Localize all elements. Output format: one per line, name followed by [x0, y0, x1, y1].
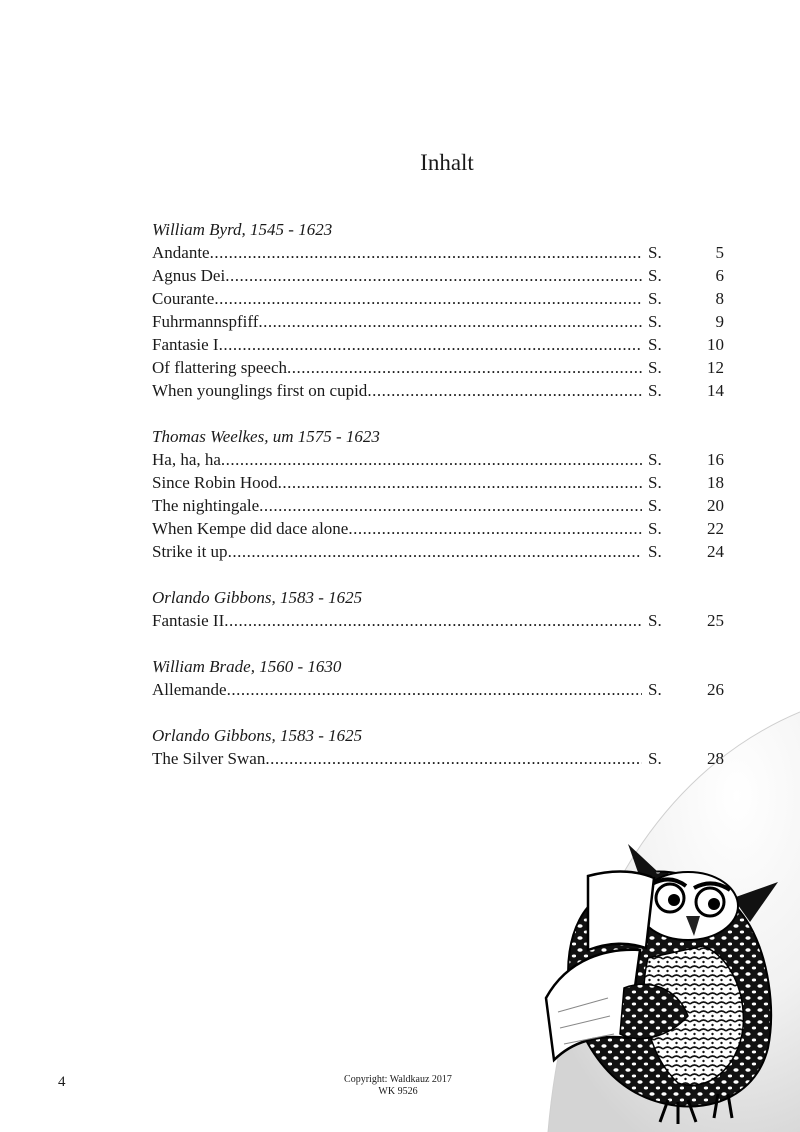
- entry-page: 9: [715, 312, 724, 331]
- toc-entry: [152, 609, 724, 632]
- toc-entry: [152, 310, 724, 333]
- entry-page: 6: [715, 266, 724, 285]
- composer-heading: Orlando Gibbons, 1583 - 1625: [152, 726, 363, 745]
- entry-title: Fantasie I: [152, 335, 219, 354]
- entry-title: Of flattering speech: [152, 358, 287, 377]
- entry-page: 16: [707, 450, 724, 469]
- toc-entry: [152, 379, 724, 402]
- composer-heading: Thomas Weelkes, um 1575 - 1623: [152, 427, 380, 446]
- entry-title: Strike it up: [152, 542, 228, 561]
- toc-entry: [152, 517, 724, 540]
- owl-reading-illustration-icon: [528, 838, 790, 1128]
- composer-heading: William Brade, 1560 - 1630: [152, 657, 342, 676]
- entry-page: 12: [707, 358, 724, 377]
- entry-page: 25: [707, 611, 724, 630]
- entry-prefix: S.: [648, 450, 662, 469]
- composer-heading: Orlando Gibbons, 1583 - 1625: [152, 588, 363, 607]
- toc-entry: [152, 471, 724, 494]
- entry-prefix: S.: [648, 358, 662, 377]
- entry-prefix: S.: [648, 542, 662, 561]
- entry-title: Ha, ha, ha: [152, 450, 221, 469]
- entry-page: 26: [707, 680, 724, 699]
- entry-prefix: S.: [648, 381, 662, 400]
- toc-entry: [152, 540, 724, 563]
- entry-prefix: S.: [648, 335, 662, 354]
- entry-prefix: S.: [648, 519, 662, 538]
- entry-title: Fantasie II: [152, 611, 225, 630]
- entry-title: Allemande: [152, 680, 227, 699]
- entry-page: 8: [715, 289, 724, 308]
- entry-page: 14: [707, 381, 724, 400]
- toc-entry: [152, 264, 724, 287]
- entry-prefix: S.: [648, 266, 662, 285]
- toc-section: [152, 586, 724, 632]
- entry-title: Andante: [152, 243, 210, 262]
- toc-entry: [152, 241, 724, 264]
- entry-page: 24: [707, 542, 724, 561]
- composer-heading: William Byrd, 1545 - 1623: [152, 220, 333, 239]
- entry-title: Courante: [152, 289, 215, 308]
- entry-prefix: S.: [648, 749, 662, 768]
- footer-copyright: [300, 1074, 496, 1098]
- toc-entry: [152, 678, 724, 701]
- page-number: 4: [58, 1074, 66, 1090]
- entry-prefix: S.: [648, 289, 662, 308]
- entry-prefix: S.: [648, 680, 662, 699]
- entry-prefix: S.: [648, 243, 662, 262]
- entry-title: Since Robin Hood: [152, 473, 278, 492]
- toc-section: [152, 425, 724, 563]
- copyright-text: Copyright: Waldkauz 2017: [344, 1074, 452, 1085]
- entry-prefix: S.: [648, 496, 662, 515]
- entry-prefix: S.: [648, 473, 662, 492]
- entry-page: 20: [707, 496, 724, 515]
- entry-title: The Silver Swan: [152, 749, 266, 768]
- toc-entry: [152, 333, 724, 356]
- entry-title: Fuhrmannspfiff: [152, 312, 259, 331]
- entry-title: When Kempe did dace alone: [152, 519, 349, 538]
- entry-page: 22: [707, 519, 724, 538]
- page-title: Inhalt: [420, 150, 474, 175]
- toc-entry: [152, 448, 724, 471]
- toc-entry: [152, 356, 724, 379]
- toc-section: [152, 218, 724, 402]
- toc-entry: [152, 747, 724, 770]
- entry-page: 28: [707, 749, 724, 768]
- catalog-number: WK 9526: [378, 1086, 418, 1097]
- entry-prefix: S.: [648, 611, 662, 630]
- entry-page: 18: [707, 473, 724, 492]
- toc-section: [152, 655, 724, 701]
- entry-title: Agnus Dei: [152, 266, 226, 285]
- toc-entry: [152, 494, 724, 517]
- entry-title: When younglings first on cupid: [152, 381, 368, 400]
- entry-title: The nightingale: [152, 496, 260, 515]
- entry-page: 10: [707, 335, 724, 354]
- entry-prefix: S.: [648, 312, 662, 331]
- toc-entry: [152, 287, 724, 310]
- toc-section: [152, 724, 724, 770]
- table-of-contents: [152, 218, 724, 793]
- entry-page: 5: [715, 243, 724, 262]
